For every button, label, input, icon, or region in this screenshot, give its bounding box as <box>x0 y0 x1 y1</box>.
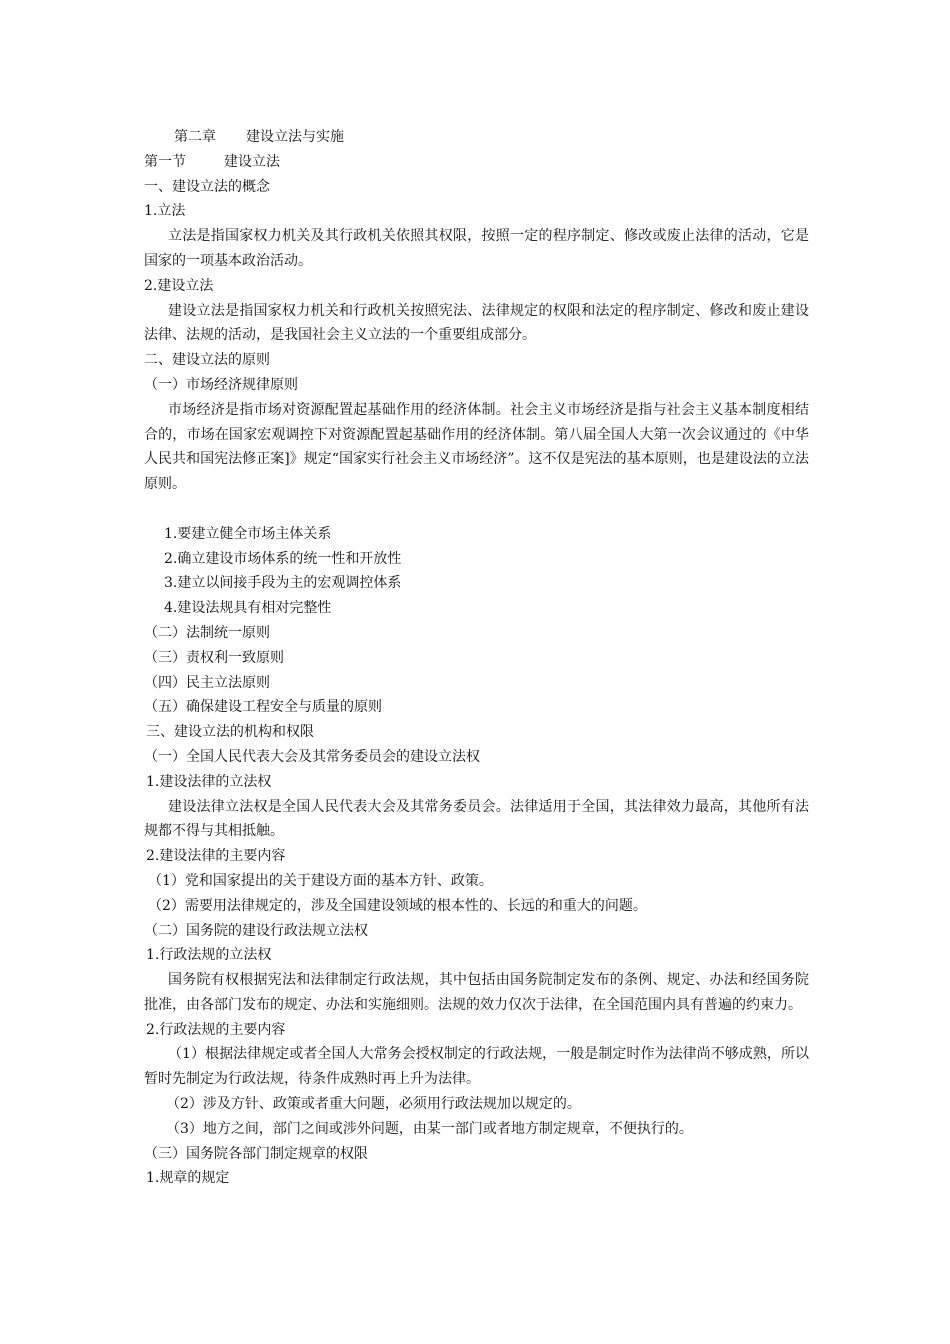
subheading-admin-power: 1.行政法规的立法权 <box>146 947 272 964</box>
chapter-number: 第二章 <box>174 129 216 145</box>
blank-line <box>144 497 809 522</box>
subheading-principle: （三）责权利一致原则 <box>144 649 284 666</box>
subheading-state-council: （二）国务院的建设行政法规立法权 <box>144 922 368 939</box>
subheading-law-power: 1.建设法律的立法权 <box>146 773 272 790</box>
paragraph-law-power: 建设法律立法权是全国人民代表大会及其常务委员会。法律适用于全国，其法律效力最高，其他所有法规都不得与其相抵触。 <box>144 798 809 840</box>
paragraph-jianshe-lifa: 建设立法是指国家权力机关和行政机关按照宪法、法律规定的权限和法定的程序制定、修改和废止建设法律、法规的活动，是我国社会主义立法的一个重要组成部分。 <box>144 302 809 344</box>
list-item: 4.建设法规具有相对完整性 <box>164 600 332 617</box>
section-title: 建设立法 <box>224 153 280 170</box>
subheading-admin-content: 2.行政法规的主要内容 <box>146 1021 286 1038</box>
list-item: （2）涉及方针、政策或者重大问题，必须用行政法规加以规定的。 <box>166 1096 581 1113</box>
list-item: （3）地方之间，部门之间或涉外问题，由某一部门或者地方制定规章，不便执行的。 <box>166 1120 693 1137</box>
subheading-principle: （四）民主立法原则 <box>144 674 270 691</box>
subheading-law-content: 2.建设法律的主要内容 <box>146 848 286 865</box>
chapter-title: 建设立法与实施 <box>246 129 344 145</box>
list-item: （2）需要用法律规定的，涉及全国建设领域的根本性的、长远的和重大的问题。 <box>148 897 647 914</box>
paragraph-lifa: 立法是指国家权力机关及其行政机关依照其权限，按照一定的程序制定、修改或废止法律的活动，它是国家的一项基本政治活动。 <box>144 228 809 269</box>
subheading-principle: （五）确保建设工程安全与质量的原则 <box>144 699 382 716</box>
paragraph-admin-power: 国务院有权根据宪法和法律制定行政法规，其中包括由国务院制定发布的条例、规定、办法和经国务院批准，由各部门发布的规定、办法和实施细则。法规的效力仅次于法律，在全国范围内具有普遍的约束力。 <box>144 972 809 1013</box>
heading-principles: 二、建设立法的原则 <box>144 352 270 369</box>
document-body <box>144 125 809 1191</box>
list-item: （1）根据法律规定或者全国人大常务会授权制定的行政法规，一般是制定时作为法律尚不够成熟，所以暂时先制定为行政法规，待条件成熟时再上升为法律。 <box>144 1046 809 1088</box>
subheading-lifa: 1.立法 <box>144 203 186 220</box>
list-item: 3.建立以间接手段为主的宏观调控体系 <box>164 575 402 592</box>
list-item: 1.要建立健全市场主体关系 <box>164 525 332 542</box>
subheading-npc: （一）全国人民代表大会及其常务委员会的建设立法权 <box>144 748 480 765</box>
heading-concept: 一、建设立法的概念 <box>144 178 270 195</box>
subheading-market-principle: （一）市场经济规律原则 <box>144 376 298 393</box>
subheading-principle: （二）法制统一原则 <box>144 624 270 641</box>
list-item: 2.确立建设市场体系的统一性和开放性 <box>164 550 402 567</box>
section-number: 第一节 <box>144 153 186 170</box>
subheading-jianshe-lifa: 2.建设立法 <box>144 277 214 294</box>
section-heading <box>144 150 809 175</box>
heading-institutions: 三、建设立法的机构和权限 <box>146 724 314 741</box>
list-item: （1）党和国家提出的关于建设方面的基本方针、政策。 <box>148 872 493 889</box>
subheading-department-rules: （三）国务院各部门制定规章的权限 <box>144 1145 368 1162</box>
paragraph-market-economy: 市场经济是指市场对资源配置起基础作用的经济体制。社会主义市场经济是指与社会主义基本制度相结合的，市场在国家宏观调控下对资源配置起基础作用的经济体制。第八届全国人大第一次会议通过的《中华人民共和国宪法修正案]》规定“国家实行社会主义市场经济”。这不仅是宪法的基本原则，也是建设法的立法原则。 <box>144 401 809 493</box>
subheading-rules: 1.规章的规定 <box>146 1170 230 1187</box>
chapter-heading <box>144 125 809 150</box>
